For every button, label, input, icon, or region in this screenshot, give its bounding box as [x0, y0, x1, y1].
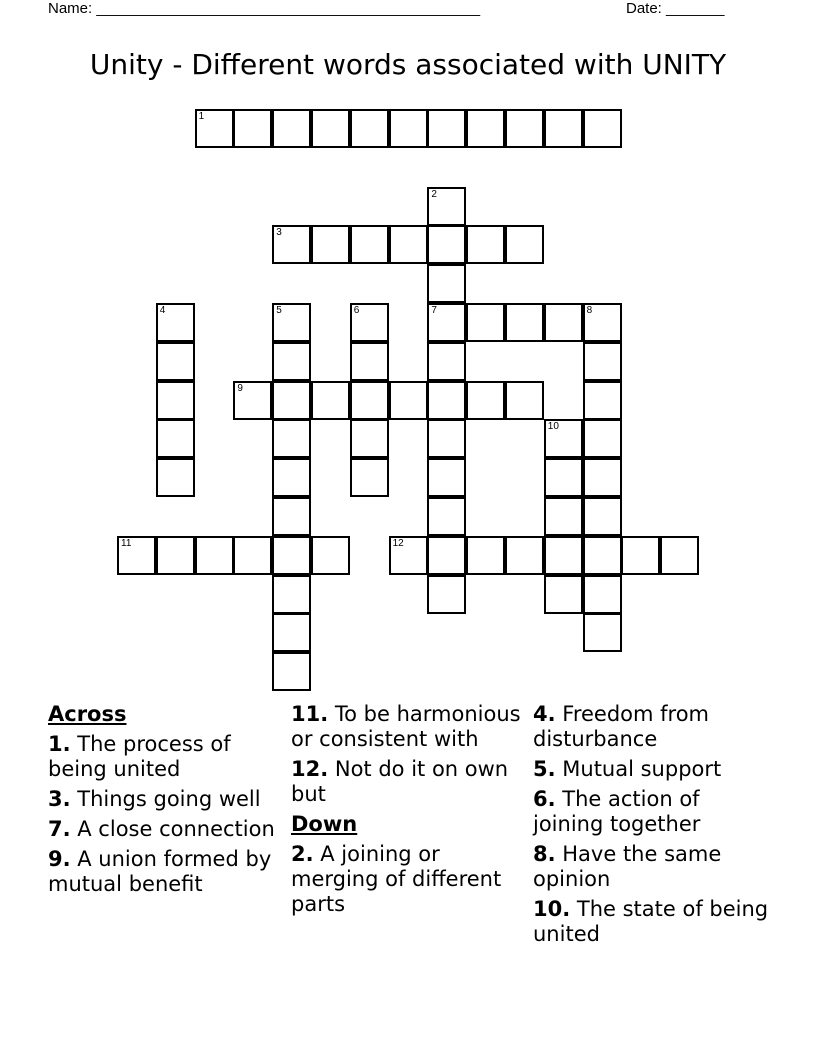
crossword-cell[interactable]	[466, 303, 505, 342]
clue-item	[48, 817, 288, 842]
clue-number: 9	[237, 382, 243, 394]
crossword-cell[interactable]	[156, 342, 195, 381]
crossword-cell[interactable]	[544, 458, 583, 497]
crossword-cell[interactable]	[505, 225, 544, 264]
crossword-cell[interactable]	[583, 381, 622, 420]
clue-item-number: 6.	[533, 787, 556, 811]
clue-item	[291, 702, 531, 752]
date-field-line[interactable]: Date: _______	[626, 0, 725, 17]
crossword-cell[interactable]	[389, 381, 428, 420]
crossword-cell[interactable]	[272, 497, 311, 536]
crossword-cell[interactable]	[660, 536, 699, 575]
crossword-cell[interactable]	[427, 419, 466, 458]
clue-item-text: To be harmonious or consistent with	[291, 702, 521, 751]
crossword-cell[interactable]	[427, 342, 466, 381]
crossword-cell[interactable]	[156, 381, 195, 420]
clue-item	[533, 897, 773, 947]
crossword-cell[interactable]	[583, 575, 622, 614]
crossword-cell[interactable]	[544, 109, 583, 148]
clue-item-text: A union formed by mutual benefit	[48, 847, 272, 896]
crossword-cell[interactable]	[427, 536, 466, 575]
crossword-cell[interactable]	[466, 225, 505, 264]
crossword-cell[interactable]	[505, 381, 544, 420]
crossword-cell[interactable]	[583, 458, 622, 497]
clue-column-3	[533, 702, 773, 952]
clue-item-number: 9.	[48, 847, 71, 871]
crossword-cell[interactable]	[427, 381, 466, 420]
clue-number: 11	[121, 537, 132, 549]
clue-item-text: The state of being united	[533, 897, 769, 946]
crossword-cell[interactable]	[583, 497, 622, 536]
crossword-cell[interactable]	[272, 613, 311, 652]
clue-item-number: 11.	[291, 702, 329, 726]
crossword-cell[interactable]	[427, 109, 466, 148]
crossword-cell[interactable]	[544, 497, 583, 536]
clue-item	[291, 757, 531, 807]
crossword-cell[interactable]	[272, 303, 311, 342]
clue-item-text: A joining or merging of different parts	[291, 842, 502, 916]
crossword-cell[interactable]	[427, 458, 466, 497]
clue-item-number: 5.	[533, 757, 556, 781]
crossword-cell[interactable]	[427, 264, 466, 303]
clue-item	[533, 787, 773, 837]
clue-number: 4	[159, 305, 166, 316]
crossword-cell[interactable]	[544, 419, 583, 458]
clue-item	[48, 732, 288, 782]
name-field-line[interactable]: Name: ______________________________________________	[48, 0, 481, 17]
crossword-cell[interactable]	[272, 342, 311, 381]
crossword-cell[interactable]	[156, 419, 195, 458]
crossword-cell[interactable]	[350, 342, 389, 381]
clue-item-text: The process of being united	[48, 732, 231, 781]
crossword-cell[interactable]	[272, 109, 311, 148]
crossword-cell[interactable]	[389, 225, 428, 264]
crossword-cell[interactable]	[233, 109, 272, 148]
clue-item-number: 3.	[48, 787, 71, 811]
crossword-cell[interactable]	[544, 536, 583, 575]
clue-number: 5	[276, 305, 282, 316]
crossword-cell[interactable]	[156, 536, 195, 575]
clue-item	[533, 702, 773, 752]
puzzle-title: Unity - Different words associated with UNITY	[89, 48, 727, 81]
crossword-cell[interactable]	[583, 613, 622, 652]
crossword-cell[interactable]	[195, 536, 234, 575]
crossword-cell[interactable]	[272, 652, 311, 691]
clue-item	[48, 787, 288, 812]
crossword-cell[interactable]	[583, 536, 622, 575]
crossword-cell[interactable]	[544, 303, 583, 342]
crossword-cell[interactable]	[505, 303, 544, 342]
clue-item-text: Have the same opinion	[533, 842, 722, 891]
clue-number: 1	[198, 111, 205, 122]
crossword-cell[interactable]	[311, 536, 350, 575]
crossword-cell[interactable]	[427, 187, 466, 226]
clue-number: 8	[586, 305, 593, 316]
clue-item	[291, 842, 531, 917]
crossword-cell[interactable]	[272, 419, 311, 458]
crossword-cell[interactable]	[427, 497, 466, 536]
crossword-cell[interactable]	[272, 575, 311, 614]
clue-column-2	[291, 702, 531, 922]
crossword-cell[interactable]	[350, 381, 389, 420]
clue-item-text: Mutual support	[555, 757, 722, 781]
clue-number: 3	[276, 227, 282, 239]
crossword-cell[interactable]	[350, 303, 389, 342]
crossword-cell[interactable]	[117, 536, 156, 575]
clue-item-text: The action of joining together	[533, 787, 701, 836]
clue-item-number: 2.	[291, 842, 314, 866]
clue-number: 7	[431, 305, 437, 316]
crossword-cell[interactable]	[583, 342, 622, 381]
clue-item-number: 7.	[48, 817, 71, 841]
crossword-cell[interactable]	[505, 536, 544, 575]
clue-number: 2	[431, 188, 437, 200]
crossword-cell[interactable]	[505, 109, 544, 148]
crossword-cell[interactable]	[156, 303, 195, 342]
crossword-cell[interactable]	[544, 575, 583, 614]
clue-item-number: 12.	[291, 757, 329, 781]
crossword-cell[interactable]	[583, 419, 622, 458]
crossword-cell[interactable]	[233, 381, 272, 420]
clue-item	[533, 757, 773, 782]
clue-column-1	[48, 702, 288, 902]
crossword-cell[interactable]	[311, 225, 350, 264]
crossword-cell[interactable]	[427, 575, 466, 614]
clue-item-text: Things going well	[70, 787, 261, 811]
clue-number: 10	[547, 421, 559, 433]
down-heading: Down	[291, 812, 358, 836]
across-heading: Across	[48, 702, 127, 726]
crossword-cell[interactable]	[272, 225, 311, 264]
crossword-cell[interactable]	[156, 458, 195, 497]
crossword-cell[interactable]	[466, 381, 505, 420]
clue-item-text: Not do it on own but	[291, 757, 509, 806]
clue-item-number: 10.	[533, 897, 571, 921]
crossword-cell[interactable]	[621, 536, 660, 575]
clue-number: 12	[392, 537, 404, 549]
crossword-cell[interactable]	[583, 303, 622, 342]
clue-item-number: 4.	[533, 702, 556, 726]
clue-item-number: 1.	[48, 732, 71, 756]
crossword-cell[interactable]	[350, 458, 389, 497]
crossword-cell[interactable]	[272, 458, 311, 497]
crossword-cell[interactable]	[427, 303, 466, 342]
crossword-cell[interactable]	[311, 381, 350, 420]
crossword-cell[interactable]	[350, 109, 389, 148]
crossword-cell[interactable]	[195, 109, 234, 148]
crossword-cell[interactable]	[272, 381, 311, 420]
crossword-cell[interactable]	[272, 536, 311, 575]
crossword-cell[interactable]	[427, 225, 466, 264]
crossword-cell[interactable]	[233, 536, 272, 575]
crossword-cell[interactable]	[389, 109, 428, 148]
clue-item	[533, 842, 773, 892]
clue-item-text: A close connection	[70, 817, 275, 841]
clue-item-number: 8.	[533, 842, 556, 866]
crossword-cell[interactable]	[350, 225, 389, 264]
clue-item-text: Freedom from disturbance	[533, 702, 710, 751]
crossword-cell[interactable]	[466, 536, 505, 575]
crossword-cell[interactable]	[583, 109, 622, 148]
clue-number: 6	[353, 305, 360, 316]
crossword-cell[interactable]	[466, 109, 505, 148]
crossword-cell[interactable]	[389, 536, 428, 575]
crossword-cell[interactable]	[350, 419, 389, 458]
clue-item	[48, 847, 288, 897]
crossword-cell[interactable]	[311, 109, 350, 148]
